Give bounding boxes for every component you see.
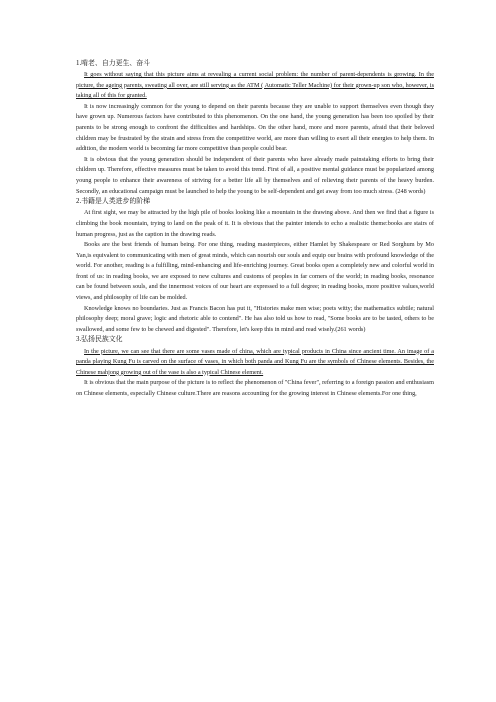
- section-2: [76, 197, 434, 335]
- section-3-title: 3.弘扬民族文化: [76, 336, 123, 344]
- section-1-paragraph-1: It goes without saying that this picture aims at revealing a current social problem: the number of parent-dependents is growing. In the picture, the ageing parents, sweating all over, are still serving as the ATM ( Automatic Teller Machine) for their grown-up son who, however, is taking all of this for granted.: [76, 71, 434, 100]
- section-3-paragraph-2: It is obvious that the main purpose of the picture is to reflect the phenomenon of "China fever", referring to a foreign passion and enthusiasm on Chinese elements, especially Chinese culture.There are reasons accounting for the growing interest in Chinese elements.For one thing,: [76, 379, 434, 397]
- section-2-paragraph-1: At first sight, we may be attracted by the high pile of books looking like a mountain in the drawing above. And then we find that a figure is climbing the book mountain, trying to land on the peak of it. It is obvious that the painter intends to echo a realistic theme:books are stairs of human progress, just as the caption in the drawing reads.: [76, 209, 434, 238]
- document-body: [76, 59, 434, 400]
- section-3: [76, 335, 434, 399]
- section-2-paragraph-3: Knowledge knows no boundaries. Just as Francis Bacon has put it, "Histories make men wise; poets witty; the mathematics subtile; natural philosophy deep; moral grave; logic and rhetoric able to contend". He has also told us how to read, "Some books are to be tasted, others to be swallowed, and some few to be chewed and digested". Therefore, let's keep this in mind and read wisely.(261 words): [76, 304, 434, 333]
- section-1-paragraph-2: It is now increasingly common for the young to depend on their parents because they are unable to support themselves even though they have grown up. Numerous factors have contributed to this phenomenon. On the one hand, the young generation has been too spoiled by their parents to be strong enough to confront the difficulties and hardships. On the other hand, more and more parents, afraid that their beloved children may be frustrated by the strain and stress from the competitive world, are more than willing to exert all their energies to help them. In addition, the modern world is becoming far more competitive than people could bear.: [76, 102, 434, 153]
- section-1: [76, 59, 434, 197]
- section-2-title: 2.书籍是人类进步的阶梯: [76, 198, 151, 206]
- section-2-paragraph-2: Books are the best friends of human being. For one thing, reading masterpieces, either Hamlet by Shakespeare or Red Sorghum by Mo Yan,is equivalent to communicating with men of great minds, which can nourish our souls and equip our brains with profound knowledge of the world. For another, reading is a fulfilling, mind-enhancing and life-enriching journey. Great books open a completely new and colorful world in front of us: in reading books, we are exposed to new cultures and customs of peoples in far corners of the world; in reading books, resonance can be found between souls, and the innermost voices of our heart are expressed to a full degree; in reading books, more positive values,world views, and philosophy of life can be molded.: [76, 241, 434, 302]
- section-1-title: 1.啃老、自力更生、奋斗: [76, 60, 151, 67]
- section-1-paragraph-3: It is obvious that the young generation should be independent of their parents who have already made painstaking efforts to bring their children up. Therefore, effective measures must be taken to avoid this trend. First of all, a positive mental guidance must be popularized among young people to enhance their awareness of striving for a better life all by themselves and of relieving their parents of the heavy burden. Secondly, an educational campaign must be launched to help the young to be self-dependent and get away from too much stress. (248 words): [76, 155, 434, 195]
- section-3-paragraph-1: In the picture, we can see that there are some vases made of china, which are typical products in China since ancient time. An image of a panda playing Kung Fu is carved on the surface of vases, in which both panda and Kung Fu are the symbols of Chinese elements. Besides, the Chinese mahjong growing out of the vase is also a typical Chinese element.: [76, 347, 434, 376]
